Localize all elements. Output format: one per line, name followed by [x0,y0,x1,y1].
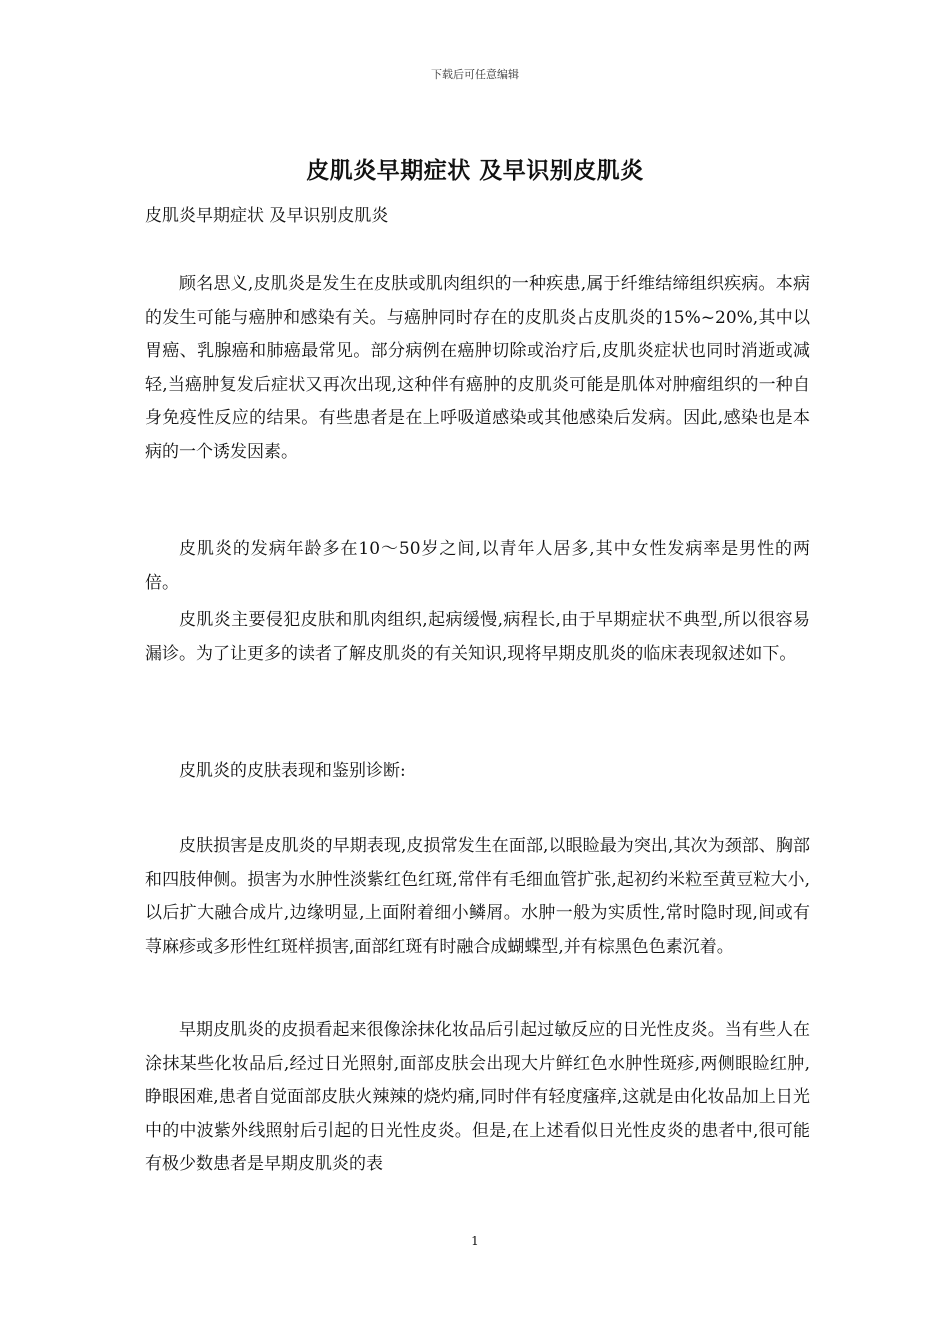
document-title: 皮肌炎早期症状 及早识别皮肌炎 [306,157,644,184]
paragraph-intro: 顾名思义,皮肌炎是发生在皮肤或肌肉组织的一种疾患,属于纤维结缔组织疾病。本病的发生可能与癌肿和感染有关。与癌肿同时存在的皮肌炎占皮肌炎的15%~20%,其中以胃癌、乳腺癌和肺癌最常见。部分病例在癌肿切除或治疗后,皮肌炎症状也同时消逝或减轻,当癌肿复发后症状又再次出现,这种伴有癌肿的皮肌炎可能是肌体对肿瘤组织的一种自身免疫性反应的结果。有些患者是在上呼吸道感染或其他感染后发病。因此,感染也是本病的一个诱发因素。 [145,274,810,462]
paragraph-skin-lesions: 皮肤损害是皮肌炎的早期表现,皮损常发生在面部,以眼睑最为突出,其次为颈部、胸部和四肢伸侧。损害为水肿性淡紫红色红斑,常伴有毛细血管扩张,起初约米粒至黄豆粒大小,以后扩大融合成片,边缘明显,上面附着细小鳞屑。水肿一般为实质性,常时隐时现,间或有荨麻疹或多形性红斑样损害,面部红斑有时融合成蝴蝶型,并有棕黑色色素沉着。 [145,836,810,957]
paragraph-sun-dermatitis: 早期皮肌炎的皮损看起来很像涂抹化妆品后引起过敏反应的日光性皮炎。当有些人在涂抹某些化妆品后,经过日光照射,面部皮肤会出现大片鲜红色水肿性斑疹,两侧眼睑红肿,睁眼困难,患者自觉面部皮肤火辣辣的烧灼痛,同时伴有轻度瘙痒,这就是由化妆品加上日光中的中波紫外线照射后引起的日光性皮炎。但是,在上述看似日光性皮炎的患者中,很可能有极少数患者是早期皮肌炎的表 [145,1020,810,1174]
paragraph-age: 皮肌炎的发病年龄多在10～50岁之间,以青年人居多,其中女性发病率是男性的两倍。 [145,539,810,593]
paragraph-onset: 皮肌炎主要侵犯皮肤和肌肉组织,起病缓慢,病程长,由于早期症状不典型,所以很容易漏诊。为了让更多的读者了解皮肌炎的有关知识,现将早期皮肌炎的临床表现叙述如下。 [145,610,810,664]
section-heading-skin: 皮肌炎的皮肤表现和鉴别诊断: [179,761,406,781]
page-number: 1 [471,1234,479,1248]
document-subtitle: 皮肌炎早期症状 及早识别皮肌炎 [145,206,389,226]
header-note: 下载后可任意编辑 [431,68,519,81]
